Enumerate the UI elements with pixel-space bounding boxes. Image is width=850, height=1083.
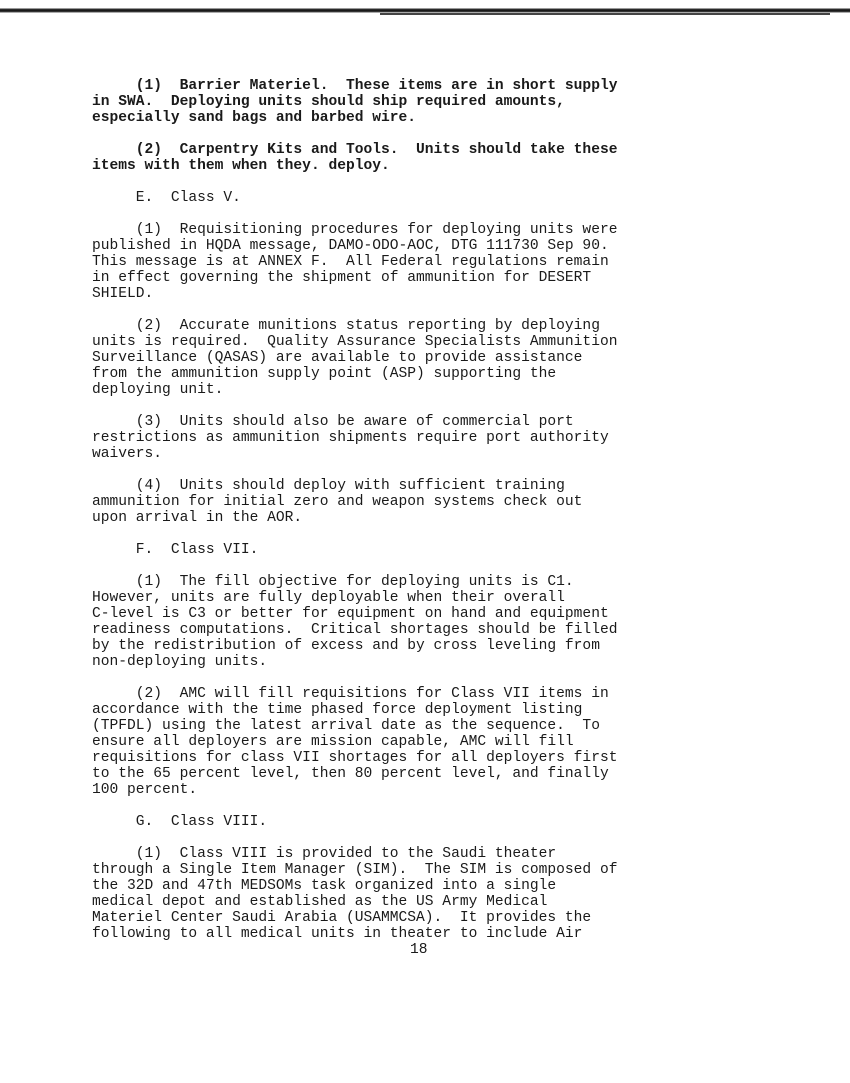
document-body [92,78,692,958]
text-line: (1) The fill objective for deploying units is C1. [92,574,574,590]
text-line: by the redistribution of excess and by cross leveling from [92,638,600,654]
text-line: SHIELD. [92,286,154,302]
text-line: (2) Accurate munitions status reporting by deploying [92,318,600,334]
paragraph [92,78,692,126]
section-heading [92,190,692,206]
text-line: restrictions as ammunition shipments require port authority [92,430,609,446]
paragraph [92,478,692,526]
page-number: 18 [410,942,428,958]
paragraph [92,318,692,398]
text-line: especially sand bags and barbed wire. [92,110,417,126]
text-line: Materiel Center Saudi Arabia (USAMMCSA). It provides the [92,910,592,926]
text-line: published in HQDA message, DAMO-ODO-AOC, DTG 111730 Sep 90. [92,238,609,254]
text-line: E. Class V. [92,190,241,206]
text-line: ammunition for initial zero and weapon systems check out [92,494,583,510]
text-line: C-level is C3 or better for equipment on hand and equipment [92,606,609,622]
text-line: in effect governing the shipment of ammunition for DESERT [92,270,592,286]
text-line: from the ammunition supply point (ASP) supporting the [92,366,557,382]
top-scan-rule-tail [380,13,830,15]
text-line: deploying unit. [92,382,224,398]
text-line: in SWA. Deploying units should ship required amounts, [92,94,565,110]
text-line: (TPFDL) using the latest arrival date as the sequence. To [92,718,600,734]
text-line: (1) Requisitioning procedures for deploying units were [92,222,618,238]
text-line: (4) Units should deploy with sufficient training [92,478,565,494]
text-line: requisitions for class VII shortages for all deployers first [92,750,618,766]
text-line: waivers. [92,446,163,462]
text-line: This message is at ANNEX F. All Federal regulations remain [92,254,609,270]
text-line: medical depot and established as the US Army Medical [92,894,548,910]
section-heading [92,814,692,830]
text-line: F. Class VII. [92,542,259,558]
text-line: non-deploying units. [92,654,268,670]
text-line: Surveillance (QASAS) are available to provide assistance [92,350,583,366]
text-line: the 32D and 47th MEDSOMs task organized into a single [92,878,557,894]
text-line: (2) AMC will fill requisitions for Class VII items in [92,686,609,702]
paragraph [92,846,692,942]
section-heading [92,542,692,558]
text-line: ensure all deployers are mission capable, AMC will fill [92,734,574,750]
text-line: through a Single Item Manager (SIM). The SIM is composed of [92,862,618,878]
text-line: 100 percent. [92,782,198,798]
text-line: items with them when they. deploy. [92,158,390,174]
text-line: (1) Class VIII is provided to the Saudi theater [92,846,557,862]
text-line: (2) Carpentry Kits and Tools. Units should take these [92,142,618,158]
text-line: to the 65 percent level, then 80 percent level, and finally [92,766,609,782]
paragraph [92,574,692,670]
text-line: units is required. Quality Assurance Specialists Ammunition [92,334,618,350]
text-line: following to all medical units in theater to include Air [92,926,583,942]
text-line: G. Class VIII. [92,814,268,830]
text-line: However, units are fully deployable when their overall [92,590,565,606]
text-line: readiness computations. Critical shortages should be filled [92,622,618,638]
text-line: upon arrival in the AOR. [92,510,303,526]
text-line: accordance with the time phased force deployment listing [92,702,583,718]
text-line: (1) Barrier Materiel. These items are in short supply [92,78,618,94]
paragraph [92,222,692,302]
paragraph [92,142,692,174]
paragraph [92,414,692,462]
text-line: (3) Units should also be aware of commercial port [92,414,574,430]
paragraph [92,686,692,798]
